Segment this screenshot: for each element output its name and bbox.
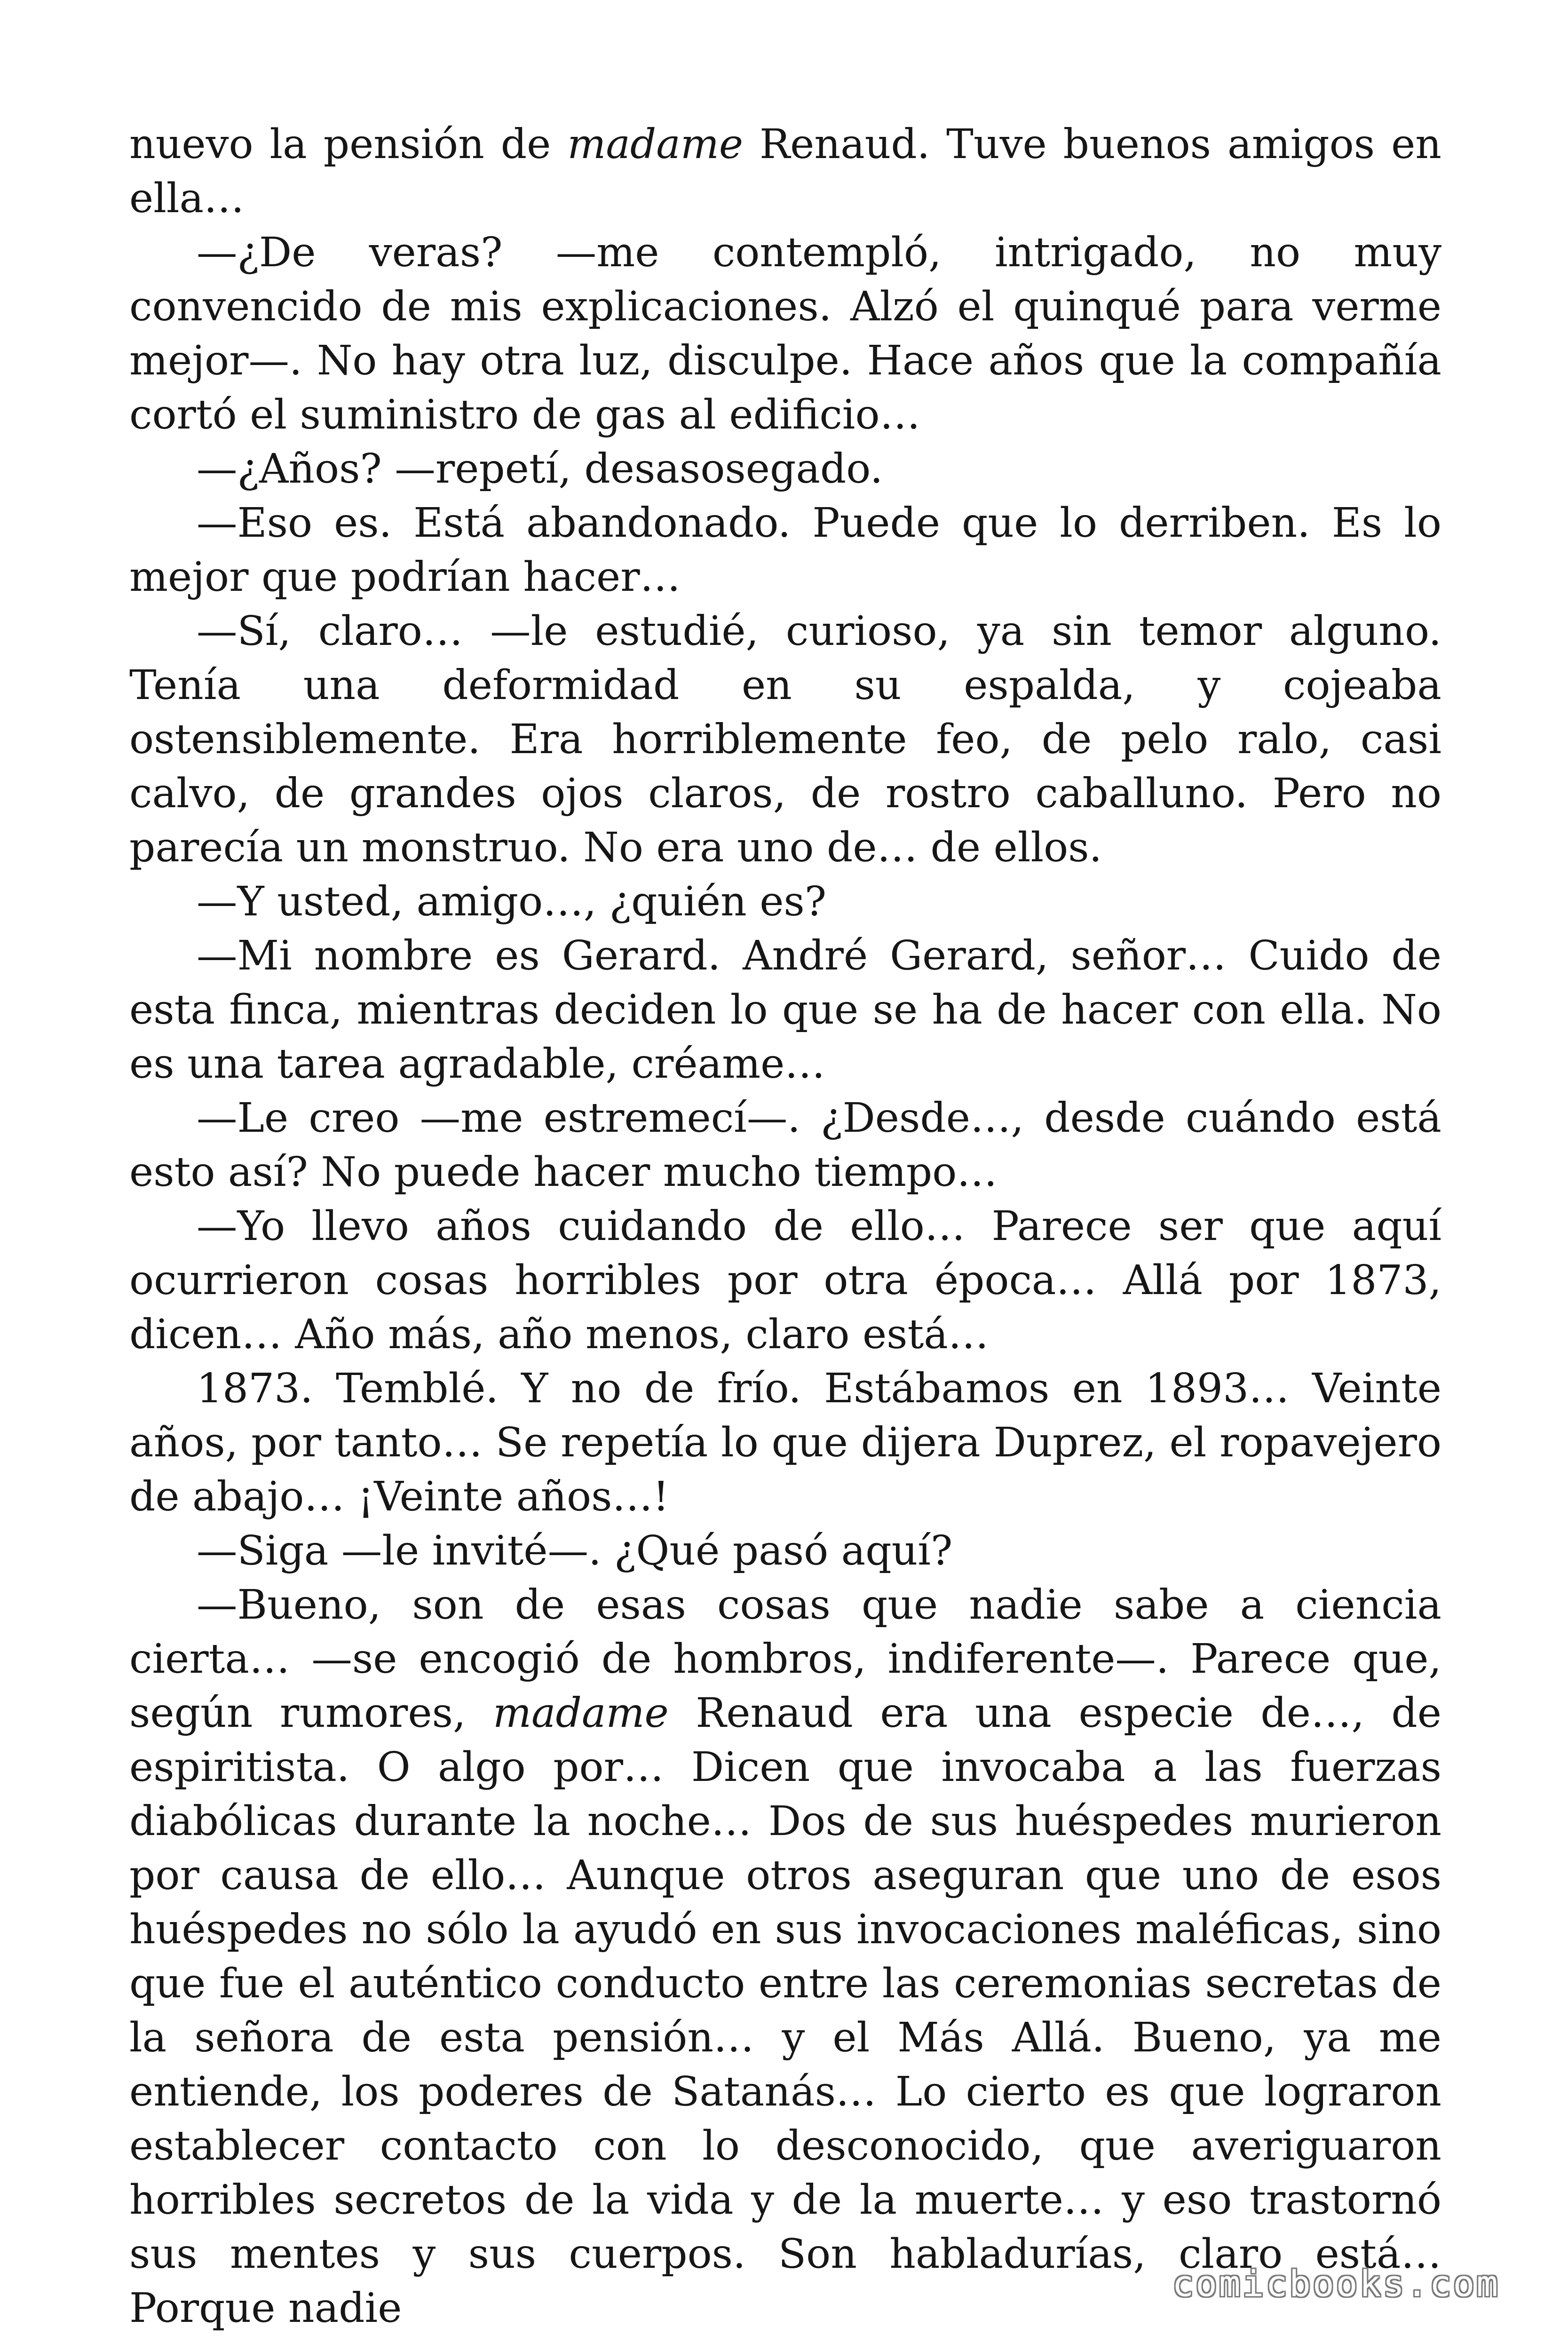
text-run: —Sí, claro… —le estudié, curioso, ya sin temor alguno. Tenía una deformidad en su espalda, y cojeaba ostensiblemente. Era horriblemente feo, de pelo ralo, casi calvo, de grandes ojos claros, de rostro caballuno. Pero no parecía un monstruo. No era uno de… de ellos. bbox=[129, 608, 1441, 871]
text-run: —¿Años? —repetí, desasosegado. bbox=[197, 445, 883, 493]
paragraph bbox=[129, 1524, 1441, 1578]
paragraph bbox=[129, 226, 1441, 442]
paragraph bbox=[129, 118, 1441, 226]
paragraph bbox=[129, 1091, 1441, 1200]
text-run: —Siga —le invité—. ¿Qué pasó aquí? bbox=[197, 1527, 953, 1574]
paragraph bbox=[129, 1362, 1441, 1524]
text-run: nuevo la pensión de bbox=[129, 121, 568, 168]
text-run: —Bueno, son de esas cosas que nadie sabe a ciencia cierta… —se encogió de hombros, indiferente—. Parece que, según rumores, bbox=[129, 1581, 1441, 1737]
paragraph bbox=[129, 1578, 1441, 2336]
paragraph bbox=[129, 875, 1441, 929]
paragraph bbox=[129, 929, 1441, 1091]
text-run: —Mi nombre es Gerard. André Gerard, señor… Cuido de esta finca, mientras deciden lo que se ha de hacer con ella. No es una tarea agradable, créame… bbox=[129, 932, 1441, 1088]
text-run: —Eso es. Está abandonado. Puede que lo derriben. Es lo mejor que podrían hacer… bbox=[129, 500, 1441, 601]
text-run: —Yo llevo años cuidando de ello… Parece ser que aquí ocurrieron cosas horribles por otra época… Allá por 1873, dicen… Año más, año menos, claro está… bbox=[129, 1203, 1441, 1358]
paragraph bbox=[129, 604, 1441, 875]
watermark-comicbooks: comicbooks.com bbox=[1172, 2263, 1500, 2304]
text-block bbox=[129, 118, 1441, 2336]
paragraph bbox=[129, 1200, 1441, 1362]
italic-text-run: madame bbox=[492, 1690, 669, 1737]
text-run: Renaud. Tuve buenos amigos en ella… bbox=[129, 121, 1441, 222]
text-run: —Le creo —me estremecí—. ¿Desde…, desde cuándo está esto así? No puede hacer mucho tiempo… bbox=[129, 1095, 1441, 1196]
text-run: —¿De veras? —me contempló, intrigado, no muy convencido de mis explicaciones. Alzó el quinqué para verme mejor—. No hay otra luz, disculpe. Hace años que la compañía cortó el suministro de gas al edificio… bbox=[129, 229, 1441, 438]
text-run: —Y usted, amigo…, ¿quién es? bbox=[197, 878, 827, 925]
italic-text-run: madame bbox=[567, 121, 744, 168]
paragraph bbox=[129, 496, 1441, 604]
book-page bbox=[129, 118, 1441, 2336]
paragraph bbox=[129, 442, 1441, 496]
text-run: 1873. Temblé. Y no de frío. Estábamos en 1893… Veinte años, por tanto… Se repetía lo que dijera Duprez, el ropavejero de abajo… ¡Veinte años…! bbox=[129, 1365, 1441, 1520]
text-run: Renaud era una especie de…, de espiritista. O algo por… Dicen que invocaba a las fuerzas diabólicas durante la noche… Dos de sus huéspedes murieron por causa de ello… Aunque otros aseguran que uno de esos huéspedes no sólo la ayudó en sus invocaciones maléficas, sino que fue el auténtico conducto entre las ceremonias secretas de la señora de esta pensión… y el Más Allá. Bueno, ya me entiende, los poderes de Satanás… Lo cierto es que lograron establecer contacto con lo desconocido, que averiguaron horribles secretos de la vida y de la muerte… y eso trastornó sus mentes y sus cuerpos. Son habladurías, claro está… Porque nadie bbox=[129, 1690, 1441, 2332]
